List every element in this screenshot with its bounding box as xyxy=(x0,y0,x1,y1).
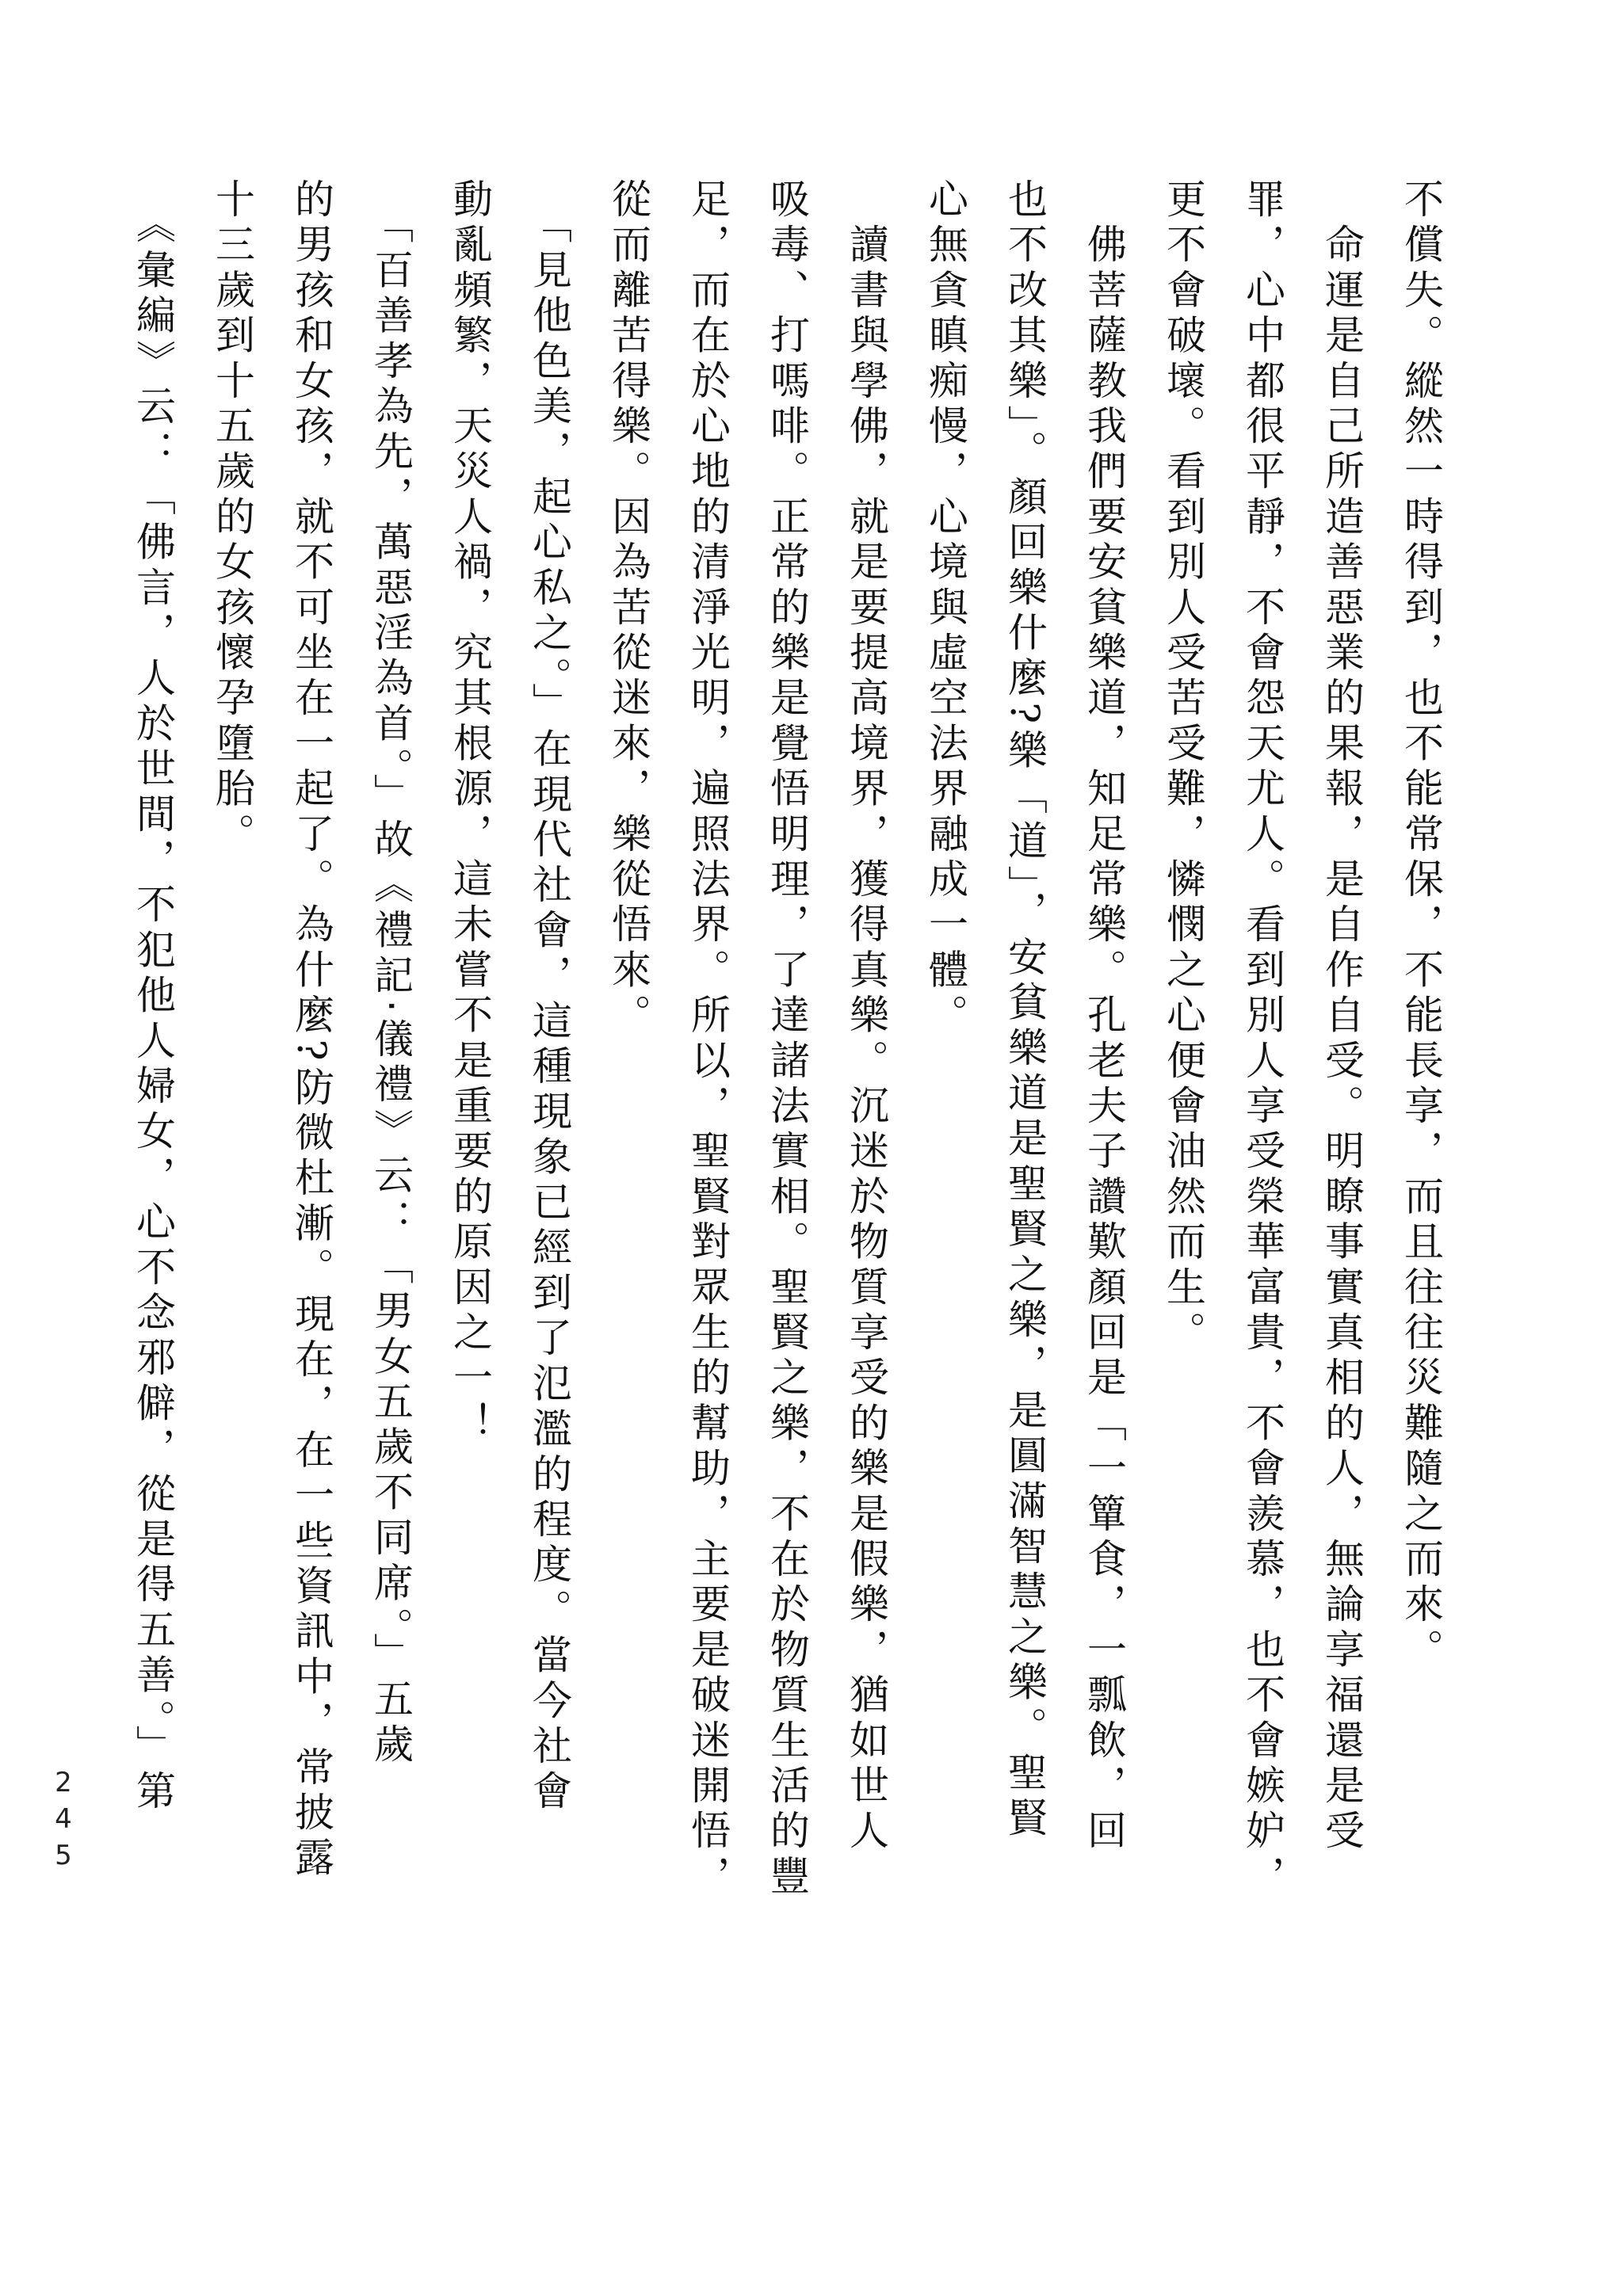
text-column-1: 不償失。縱然一時得到，也不能常保，不能長享，而且往往災難隨之而來。 xyxy=(1398,178,1444,1674)
text-column-3: 罪，心中都很平靜，不會怨天尤人。看到別人享受榮華富貴，不會羨慕，也不會嫉妒， xyxy=(1239,178,1285,1901)
text-column-13: 動亂頻繁，天災人禍，究其根源，這未嘗不是重要的原因之一！ xyxy=(447,178,493,1447)
page-number: 245 xyxy=(48,1767,79,1876)
text-column-8: 讀書與學佛，就是要提高境界，獲得真樂。沉迷於物質享受的樂是假樂，猶如世人 xyxy=(843,178,889,1855)
text-column-14: 「百善孝為先，萬惡淫為首。」故《禮記‧儀禮》云：「男女五歲不同席。」五歲 xyxy=(368,178,414,1769)
text-column-11: 從而離苦得樂。因為苦從迷來，樂從悟來。 xyxy=(605,178,651,1039)
vertical-text-block xyxy=(113,178,1461,2175)
text-column-16: 十三歲到十五歲的女孩懷孕墮胎。 xyxy=(209,178,255,858)
text-column-9: 吸毒、打嗎啡。正常的樂是覺悟明理，了達諸法實相。聖賢之樂，不在於物質生活的豐 xyxy=(764,178,810,1901)
text-column-7: 心無貪瞋痴慢，心境與虛空法界融成一體。 xyxy=(922,178,968,1039)
text-column-17: 《彙編》云：「佛言，人於世間，不犯他人婦女，心不念邪僻，從是得五善。」第 xyxy=(130,178,176,1816)
text-column-10: 足，而在於心地的清淨光明，遍照法界。所以，聖賢對眾生的幫助，主要是破迷開悟， xyxy=(685,178,731,1901)
text-column-15: 的男孩和女孩，就不可坐在一起了。為什麼?防微杜漸。現在，在一些資訊中，常披露 xyxy=(288,178,334,1882)
text-column-4: 更不會破壞。看到別人受苦受難，憐憫之心便會油然而生。 xyxy=(1160,178,1206,1357)
text-column-2: 命運是自己所造善惡業的果報，是自作自受。明瞭事實真相的人，無論享福還是受 xyxy=(1319,178,1365,1855)
text-column-6: 也不改其樂」。顏回樂什麼?樂「道」，安貧樂道是聖賢之樂，是圓滿智慧之樂。聖賢 xyxy=(1002,178,1048,1843)
text-column-5: 佛菩薩教我們要安貧樂道，知足常樂。孔老夫子讚歎顏回是「一簞食，一瓢飲，回 xyxy=(1081,178,1127,1855)
text-column-12: 「見他色美，起心私之。」在現代社會，這種現象已經到了氾濫的程度。當今社會 xyxy=(526,178,572,1816)
